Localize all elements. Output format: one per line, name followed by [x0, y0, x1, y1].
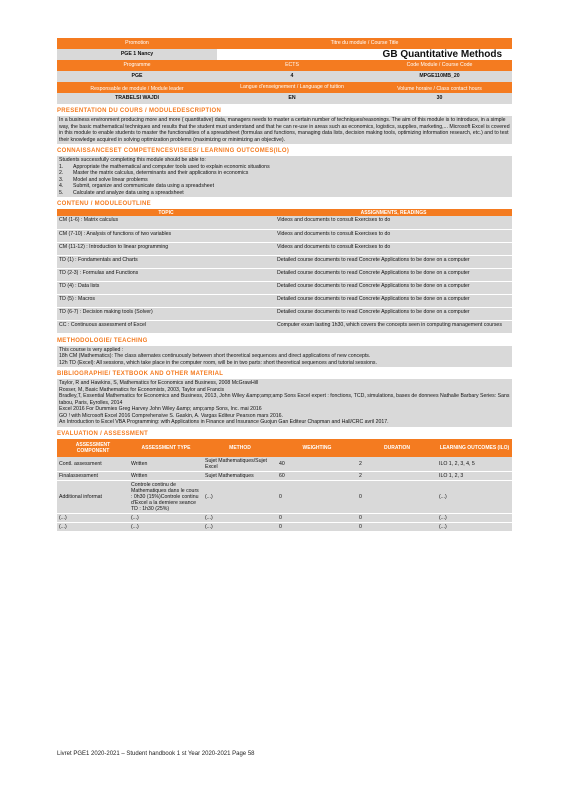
page-footer: Livret PGE1 2020-2021 – Student handbook 1 st Year 2020-2021 Page 58	[57, 751, 255, 757]
langue-label: Langue d'enseignement / Language of tuition	[217, 82, 367, 93]
outline-row	[57, 216, 512, 229]
promotion-value: PGE 1 Nancy	[57, 49, 217, 60]
assessment-type: (...)	[129, 513, 203, 522]
methodology-line-2: 18h CM (Mathematics): The class alternates continuously between short theoretical sequences and direct applications of new concepts.	[59, 353, 371, 359]
assessment-row	[57, 480, 512, 513]
assessment-weighting: 60	[277, 471, 357, 480]
assessment-component: Contl. assessment	[57, 457, 129, 472]
promotion-label: Promotion	[57, 38, 217, 49]
outcome-text: Master the matrix calculus, determinants and their applications in economics	[73, 170, 249, 176]
header-row-2	[57, 49, 512, 60]
assessment-duration: 2	[357, 471, 437, 480]
assessment-method: (...)	[203, 522, 277, 531]
bibliography-entry: Rosser, M, Basic Mathematics for Economists, 2003, Taylor and Francis	[59, 386, 225, 393]
assessment-method: Sujet Mathematiques	[203, 471, 277, 480]
outcome-text: Submit, organize and communicate data using a spreadsheet	[73, 183, 215, 189]
methodology-line-1: This course is very applied :	[59, 346, 124, 353]
bibliography-entry: An Introduction to Excel VBA Programming: with Applications in Finance and Insurance Guojun Gan Editeur Chapman and Hall/CRC avril 2017.	[59, 419, 389, 425]
assessment-component: (...)	[57, 513, 129, 522]
outline-assignment: Detailed course documents to read Concrete Applications to be done on a computer	[275, 255, 512, 268]
outline-assignment: Detailed course documents to read Concrete Applications to be done on a computer	[275, 268, 512, 281]
outline-assignment: Videos and documents to consult Exercises to do	[275, 229, 512, 242]
outline-topic: TD (6-7) : Decision making tools (Solver)	[57, 307, 275, 320]
outcomes-intro: Students successfully completing this module should be able to:	[59, 157, 206, 163]
header-row-3	[57, 60, 512, 71]
outcome-text: Model and solve linear problems	[73, 176, 148, 183]
header-row-5	[57, 82, 512, 93]
outline-row	[57, 307, 512, 320]
outline-assignment: Videos and documents to consult Exercises to do	[275, 242, 512, 255]
presentation-heading: PRESENTATION DU COURS / MODULEDESCRIPTION	[57, 108, 222, 114]
programme-value: PGE	[57, 71, 217, 82]
assessment-component: Finalassessment	[57, 471, 129, 480]
ects-label: ECTS	[217, 60, 367, 71]
programme-label: Programme	[57, 60, 217, 71]
assessment-table	[57, 439, 512, 532]
assessment-method: (...)	[203, 513, 277, 522]
methodology-box	[57, 346, 512, 368]
outline-assignment: Detailed course documents to read Concrete Applications to be done on a computer	[275, 294, 512, 307]
assessment-duration: 0	[357, 513, 437, 522]
assessment-header-duration: DURATION	[357, 439, 437, 457]
assessment-type: Controle continu de Mathematiques dans le cours : 0h30 (15%)Controle continu d'Excel a la derniere seance TD : 1h30 (25%)	[129, 480, 203, 513]
course-title-label: Titre du module / Course Title	[217, 38, 512, 49]
assessment-header-type: ASSESSMENT TYPE	[129, 439, 203, 457]
outline-row	[57, 320, 512, 333]
assessment-outcomes: ILO 1, 2, 3, 4, 5	[437, 457, 512, 472]
header-row-1	[57, 38, 512, 49]
course-sheet	[57, 38, 512, 532]
presentation-paragraph: In a business environment producing more and more ( quantitative) data, managers needs to master a certain number of techniques/reasonings. The aim of this module is to introduce, in a simple way, the basic mathematical techniques and results that the student must understand and that he can re-use in areas such as economics, logistics, supplies, marketing,... Microsoft Excel is covered in this module to enable students to master the functionalities of a spreadsheet (formulas and functions, managing data lists, decision making tools, optimizing information research, etc.) and to test their knowledge acquired in solving optimization problems (maximizing or minimizing an objective).	[59, 117, 510, 143]
evaluation-heading: EVALUATION / ASSESSMENT	[57, 430, 149, 437]
outline-row	[57, 281, 512, 294]
bibliography-entry: GO ! with Microsoft Excel 2016 Comprehensive S. Gaskin, A. Vargas Editeur Pearson mars 2016.	[59, 412, 283, 419]
outline-topic: CM (11-12) : Introduction to linear programming	[57, 242, 275, 255]
assessment-duration: 2	[357, 457, 437, 472]
assessment-type: Written	[129, 471, 203, 480]
outline-row	[57, 242, 512, 255]
assessment-component: Additional informat	[57, 480, 129, 513]
assessment-header-weighting: WEIGHTING	[277, 439, 357, 457]
volume-value: 30	[367, 93, 512, 104]
outcome-number: 2.	[59, 170, 64, 176]
outline-body	[57, 216, 512, 333]
outline-row	[57, 229, 512, 242]
assessment-row	[57, 522, 512, 531]
assessment-component: (...)	[57, 522, 129, 531]
outline-topic: CC : Continuous assessment of Excel	[57, 320, 275, 333]
outline-assignment: Videos and documents to consult Exercises to do	[275, 216, 512, 229]
langue-value: EN	[217, 93, 367, 104]
outline-topic: CM (1-6) : Matrix calculus	[57, 216, 275, 229]
outline-row	[57, 255, 512, 268]
outcome-number: 1.	[59, 163, 64, 170]
outline-topic: TD (2-3) : Formulas and Functions	[57, 268, 275, 281]
outline-topic: TD (5) : Macros	[57, 294, 275, 307]
course-title: GB Quantitative Methods	[382, 49, 502, 60]
outline-topic: TD (4) : Data lists	[57, 281, 275, 294]
methodology-heading: METHODOLOGIE/ TEACHING	[57, 337, 148, 344]
outline-row	[57, 268, 512, 281]
code-value: MPGE110MB_20	[367, 71, 512, 82]
assessment-row	[57, 513, 512, 522]
bibliography-heading: BIBLIOGRAPHIE/ TEXTBOOK AND OTHER MATERIAL	[57, 371, 224, 377]
bibliography-entry: Excel 2016 For Dummies Greg Harvey John Wiley &amp; amp;amp Sons, Inc. mai 2016	[59, 406, 262, 412]
bibliography-box	[57, 379, 512, 427]
code-label: Code Module / Course Code	[367, 60, 512, 71]
methodology-line-3: 12h TD (Excel): All sessions, which take place in the computer room, will be in two parts: short theoretical sequences and tutorial sessions.	[59, 359, 377, 366]
outline-assignment: Detailed course documents to read Concrete Applications to be done on a computer	[275, 307, 512, 320]
outcome-number: 5.	[59, 189, 64, 196]
outcome-text: Calculate and analyze data using a spreadsheet	[73, 189, 184, 196]
assessment-outcomes: (...)	[437, 522, 512, 531]
outline-heading: CONTENU / MODULEOUTLINE	[57, 201, 151, 207]
assessment-header-component: ASSESSMENT COMPONENT	[57, 439, 129, 457]
assessment-method: (...)	[203, 480, 277, 513]
assessment-body	[57, 457, 512, 532]
responsable-label: Responsable de module / Module leader	[57, 82, 217, 93]
outline-table	[57, 209, 512, 334]
assessment-type: Written	[129, 457, 203, 472]
assessment-weighting: 40	[277, 457, 357, 472]
outline-topic: CM (7-10) : Analysis of functions of two variables	[57, 229, 275, 242]
assessment-duration: 0	[357, 522, 437, 531]
assessment-outcomes: ILO 1, 2, 3	[437, 471, 512, 480]
header-row-4	[57, 71, 512, 82]
outcome-number: 4.	[59, 183, 64, 189]
outline-row	[57, 294, 512, 307]
bibliography-entry: Bradley,T, Essential Mathematics for Economics and Business, 2013, John Wiley &amp;amp;amp Sons Excel expert : fonctions, TCD, simulations, bases de donnees Nathalie Barbary Series: Sans tabou, Paris, Eyrolles, 2014	[59, 393, 510, 406]
bibliography-entry: Taylor, R and Hawkins, S, Mathematics for Economics and Business, 2008 McGrawHill	[59, 380, 259, 386]
assessment-duration: 0	[357, 480, 437, 513]
outline-topic: TD (1) : Fondamentals and Charts	[57, 255, 275, 268]
outcomes-box	[57, 156, 512, 197]
assessment-outcomes: (...)	[437, 513, 512, 522]
assessment-row	[57, 471, 512, 480]
assessment-method: Sujet Mathematiques/Sujet Excel	[203, 457, 277, 472]
outline-assignment: Detailed course documents to read Concrete Applications to be done on a computer	[275, 281, 512, 294]
outcomes-heading: CONNAISSANCESET COMPETENCESVISEES/ LEARNING OUTCOMES(ILO)	[57, 148, 290, 154]
responsable-value: TRABELSI WAJDI	[57, 93, 217, 104]
outline-header-assignments: ASSIGNMENTS, READINGS	[275, 209, 512, 216]
outcome-text: Appropriate the mathematical and computer tools used to explain economic situations	[73, 163, 270, 170]
assessment-weighting: 0	[277, 480, 357, 513]
assessment-type: (...)	[129, 522, 203, 531]
volume-label: Volume horaire / Class contact hours	[367, 82, 512, 93]
outcome-item	[59, 190, 510, 197]
assessment-row	[57, 457, 512, 472]
assessment-weighting: 0	[277, 513, 357, 522]
assessment-outcomes: (...)	[437, 480, 512, 513]
assessment-header-outcomes: LEARNING OUTCOMES (ILO)	[437, 439, 512, 457]
presentation-text	[57, 116, 512, 144]
outline-assignment: Computer exam lasting 1h30, which covers the concepts seen in computing management courses	[275, 320, 512, 333]
header-row-6	[57, 93, 512, 104]
ects-value: 4	[217, 71, 367, 82]
outline-header-topic: TOPIC	[57, 209, 275, 216]
outcomes-list	[59, 164, 510, 197]
assessment-weighting: 0	[277, 522, 357, 531]
outcome-number: 3.	[59, 176, 64, 183]
assessment-header-method: METHOD	[203, 439, 277, 457]
